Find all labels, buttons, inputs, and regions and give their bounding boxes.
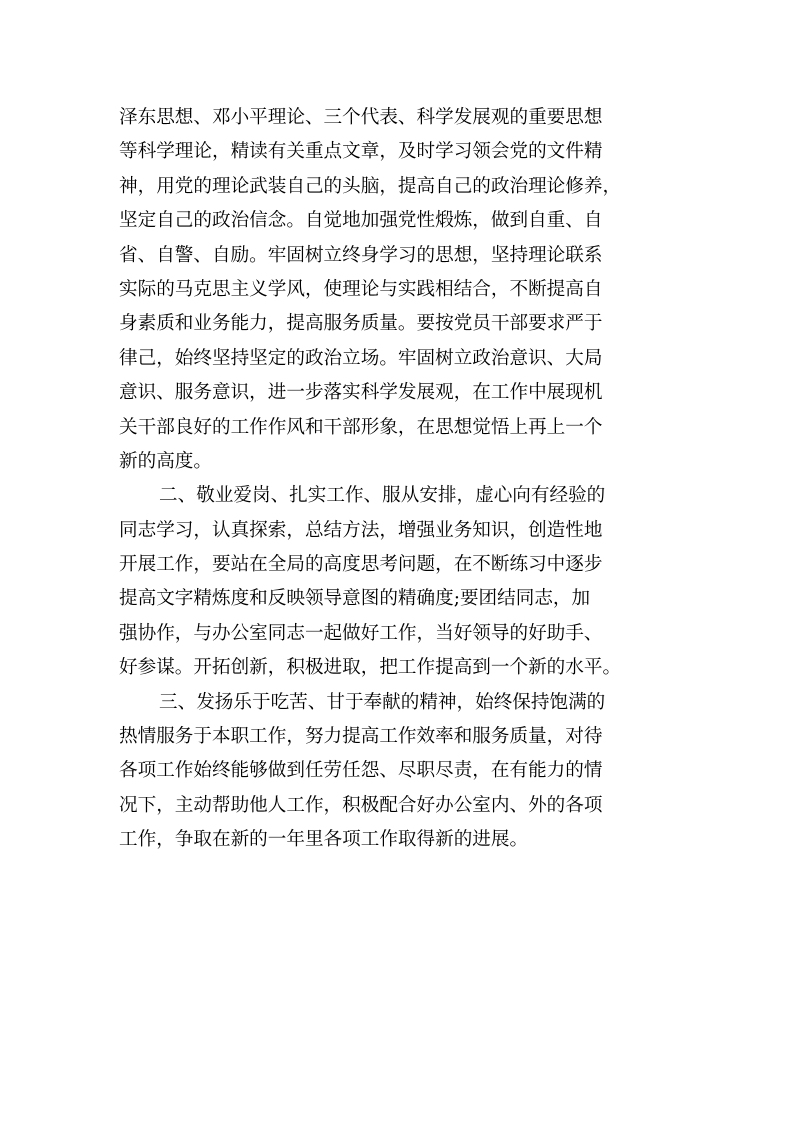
text-line: 意识、服务意识，进一步落实科学发展观，在工作中展现机 bbox=[119, 382, 603, 404]
text-line: 省、自警、自励。牢固树立终身学习的思想，坚持理论联系 bbox=[119, 244, 603, 266]
text-line: 况下，主动帮助他人工作，积极配合好办公室内、外的各项 bbox=[119, 794, 603, 816]
paragraph-start-line: 三、发扬乐于吃苦、甘于奉献的精神，始终保持饱满的 bbox=[159, 691, 606, 713]
text-line: 各项工作始终能够做到任劳任怨、尽职尽责，在有能力的情 bbox=[119, 760, 603, 782]
text-line: 关干部良好的工作作风和干部形象，在思想觉悟上再上一个 bbox=[119, 416, 603, 438]
text-line: 工作，争取在新的一年里各项工作取得新的进展。 bbox=[119, 829, 529, 851]
text-line: 等科学理论，精读有关重点文章，及时学习领会党的文件精 bbox=[119, 141, 603, 163]
text-line: 坚定自己的政治信念。自觉地加强党性煅炼，做到自重、自 bbox=[119, 210, 603, 232]
text-line: 热情服务于本职工作，努力提高工作效率和服务质量，对待 bbox=[119, 726, 603, 748]
text-line: 强协作，与办公室同志一起做好工作，当好领导的好助手、 bbox=[119, 622, 603, 644]
text-line: 泽东思想、邓小平理论、三个代表、科学发展观的重要思想 bbox=[119, 107, 603, 128]
text-line: 身素质和业务能力，提高服务质量。要按党员干部要求严于 bbox=[119, 313, 603, 335]
text-line: 提高文字精炼度和反映领导意图的精确度;要团结同志，加 bbox=[119, 588, 591, 610]
body-text bbox=[119, 101, 679, 858]
text-line: 神，用党的理论武装自己的头脑，提高自己的政治理论修养， bbox=[119, 175, 622, 197]
text-line: 律己，始终坚持坚定的政治立场。牢固树立政治意识、大局 bbox=[119, 347, 603, 369]
text-line: 同志学习，认真探索，总结方法，增强业务知识，创造性地 bbox=[119, 519, 603, 541]
text-line: 开展工作，要站在全局的高度思考问题，在不断练习中逐步 bbox=[119, 554, 603, 576]
text-line: 好参谋。开拓创新，积极进取，把工作提高到一个新的水平。 bbox=[119, 657, 622, 679]
text-line: 实际的马克思主义学风，使理论与实践相结合，不断提高自 bbox=[119, 278, 603, 300]
text-line: 新的高度。 bbox=[119, 450, 212, 472]
paragraph-start-line: 二、敬业爱岗、扎实工作、服从安排，虚心向有经验的 bbox=[159, 485, 606, 507]
